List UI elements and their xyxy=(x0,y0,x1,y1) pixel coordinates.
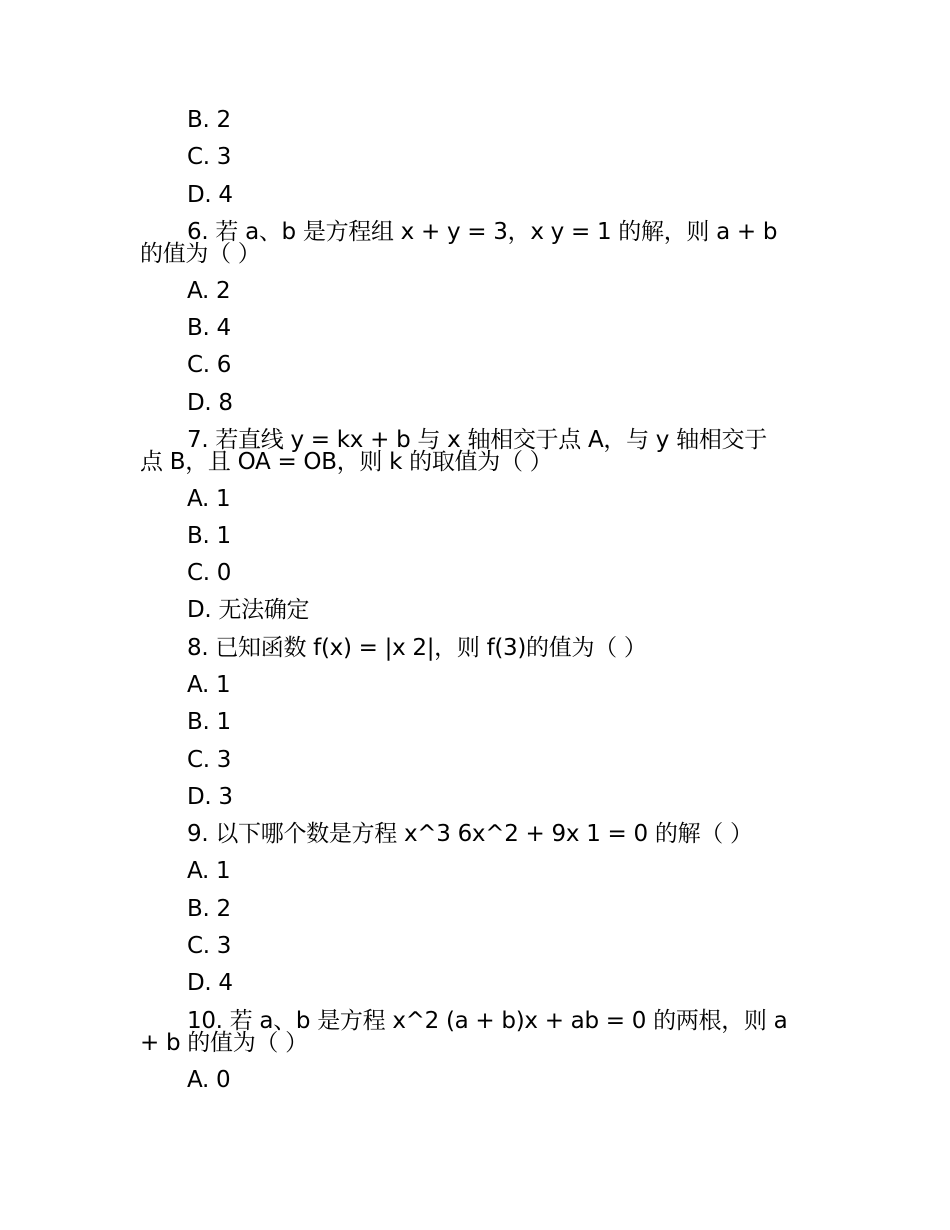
question-6-line-2: 的值为（ ） xyxy=(140,241,261,267)
option-c: C. 3 xyxy=(187,933,232,959)
option-b: B. 4 xyxy=(187,315,231,341)
option-b: B. 1 xyxy=(187,523,231,549)
option-d: D. 4 xyxy=(187,970,233,996)
option-c: C. 0 xyxy=(187,560,232,586)
option-c: C. 3 xyxy=(187,144,232,170)
option-b: B. 2 xyxy=(187,896,231,922)
option-a: A. 2 xyxy=(187,278,231,304)
option-c: C. 3 xyxy=(187,747,232,773)
option-b: B. 1 xyxy=(187,709,231,735)
option-d: D. 8 xyxy=(187,390,233,416)
option-c: C. 6 xyxy=(187,352,232,378)
option-a: A. 0 xyxy=(187,1067,231,1093)
option-a: A. 1 xyxy=(187,486,231,512)
question-10-line-2: + b 的值为（ ） xyxy=(140,1030,308,1056)
question-6-line-1: 6. 若 a、b 是方程组 x + y = 3，x y = 1 的解，则 a + b xyxy=(187,219,778,245)
question-7-line-1: 7. 若直线 y = kx + b 与 x 轴相交于点 A，与 y 轴相交于 xyxy=(187,427,767,453)
question-9: 9. 以下哪个数是方程 x^3 6x^2 + 9x 1 = 0 的解（ ） xyxy=(187,821,753,847)
option-b: B. 2 xyxy=(187,107,231,133)
question-8: 8. 已知函数 f(x) = |x 2|，则 f(3)的值为（ ） xyxy=(187,635,647,661)
option-d: D. 无法确定 xyxy=(187,597,310,623)
option-d: D. 3 xyxy=(187,784,233,810)
option-a: A. 1 xyxy=(187,858,231,884)
option-a: A. 1 xyxy=(187,672,231,698)
question-7-line-2: 点 B，且 OA = OB，则 k 的取值为（ ） xyxy=(140,449,553,475)
question-10-line-1: 10. 若 a、b 是方程 x^2 (a + b)x + ab = 0 的两根，则 a xyxy=(187,1008,788,1034)
option-d: D. 4 xyxy=(187,182,233,208)
